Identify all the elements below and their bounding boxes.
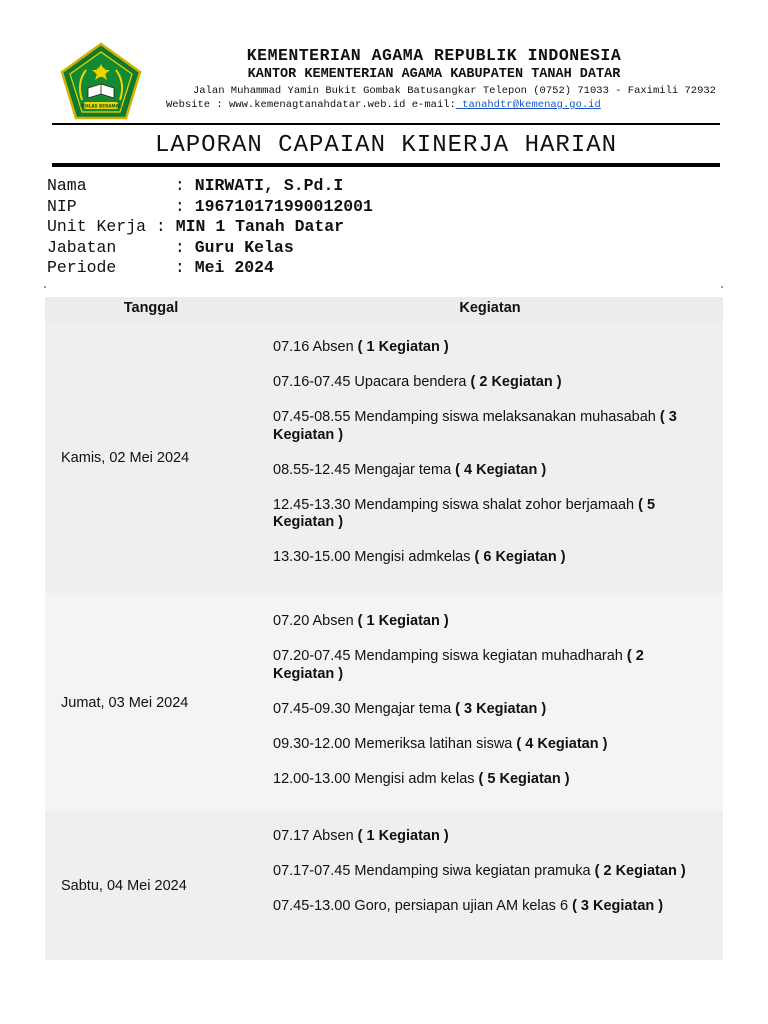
list-item: 07.20-07.45 Mendamping siswa kegiatan muhadharah ( 2 Kegiatan ) [273, 648, 644, 682]
email-link[interactable]: tanahdtr@kemenag.go.id [455, 99, 601, 111]
list-item: 13.30-15.00 Mengisi admkelas ( 6 Kegiatan ) [273, 549, 566, 565]
list-item: 07.16-07.45 Upacara bendera ( 2 Kegiatan ) [273, 374, 562, 390]
list-item: 07.20 Absen ( 1 Kegiatan ) [273, 613, 449, 629]
table-row [45, 323, 723, 593]
svg-text:IKHLAS BERAMAL: IKHLAS BERAMAL [80, 103, 122, 109]
employee-name: NIRWATI, S.Pd.I [194, 176, 344, 195]
identity-row-unit: Unit Kerja : MIN 1 Tanah Datar [47, 217, 345, 236]
header-activity: Kegiatan [459, 300, 521, 316]
work-unit: MIN 1 Tanah Datar [175, 217, 345, 236]
date-cell: Sabtu, 04 Mei 2024 [61, 878, 187, 894]
table-row [45, 593, 723, 812]
list-item: 07.17 Absen ( 1 Kegiatan ) [273, 828, 449, 844]
activity-cell [257, 593, 723, 812]
list-item: 07.16 Absen ( 1 Kegiatan ) [273, 339, 449, 355]
website-text: Website : www.kemenagtanahdatar.web.id e-mail: [166, 99, 456, 111]
identity-row-nip: NIP : 196710171990012001 [47, 196, 373, 216]
identity-row-periode: Periode : Mei 2024 [47, 258, 274, 277]
list-item: 07.45-08.55 Mendamping siswa melaksanakan muhasabah ( 3 Kegiatan ) [273, 409, 677, 443]
employee-nip: 196710171990012001 [194, 196, 373, 216]
ministry-name: KEMENTERIAN AGAMA REPUBLIK INDONESIA [246, 46, 622, 65]
table-row [45, 812, 723, 960]
activity-table [45, 297, 723, 960]
list-item: 07.45-09.30 Mengajar tema ( 3 Kegiatan ) [273, 700, 547, 717]
header-rule-top [52, 123, 720, 125]
identity-row-jabatan: Jabatan : Guru Kelas [47, 237, 294, 257]
website-line [146, 98, 722, 112]
list-item: 08.55-12.45 Mengajar tema ( 4 Kegiatan ) [273, 461, 547, 478]
list-item: 09.30-12.00 Memeriksa latihan siswa ( 4 Kegiatan ) [273, 735, 608, 752]
date-cell: Jumat, 03 Mei 2024 [61, 694, 189, 711]
activity-cell [257, 323, 723, 593]
corner-mark [44, 286, 46, 288]
header-rule-bottom [52, 163, 720, 167]
letterhead [46, 42, 722, 126]
date-cell: Kamis, 02 Mei 2024 [61, 450, 190, 466]
period: Mei 2024 [194, 258, 274, 277]
position: Guru Kelas [194, 237, 294, 257]
identity-row-nama: Nama : NIRWATI, S.Pd.I [47, 176, 344, 195]
report-title: LAPORAN CAPAIAN KINERJA HARIAN [154, 132, 618, 159]
corner-mark [721, 286, 723, 288]
office-address: Jalan Muhammad Yamin Bukit Gombak Batusangkar Telepon (0752) 71033 - Faximili 72932 [193, 85, 716, 97]
list-item: 07.17-07.45 Mendamping siwa kegiatan pramuka ( 2 Kegiatan ) [273, 863, 686, 879]
kemenag-logo-icon [58, 42, 144, 120]
list-item: 07.45-13.00 Goro, persiapan ujian AM kelas 6 ( 3 Kegiatan ) [273, 898, 664, 914]
activity-cell [257, 812, 723, 960]
header-date: Tanggal [123, 300, 179, 316]
identity-block [47, 176, 373, 279]
table-header [45, 297, 723, 323]
list-item: 12.45-13.30 Mendamping siswa shalat zohor berjamaah ( 5 Kegiatan ) [273, 496, 656, 530]
list-item: 12.00-13.00 Mengisi adm kelas ( 5 Kegiatan ) [273, 770, 570, 787]
office-name: KANTOR KEMENTERIAN AGAMA KABUPATEN TANAH DATAR [247, 67, 621, 82]
